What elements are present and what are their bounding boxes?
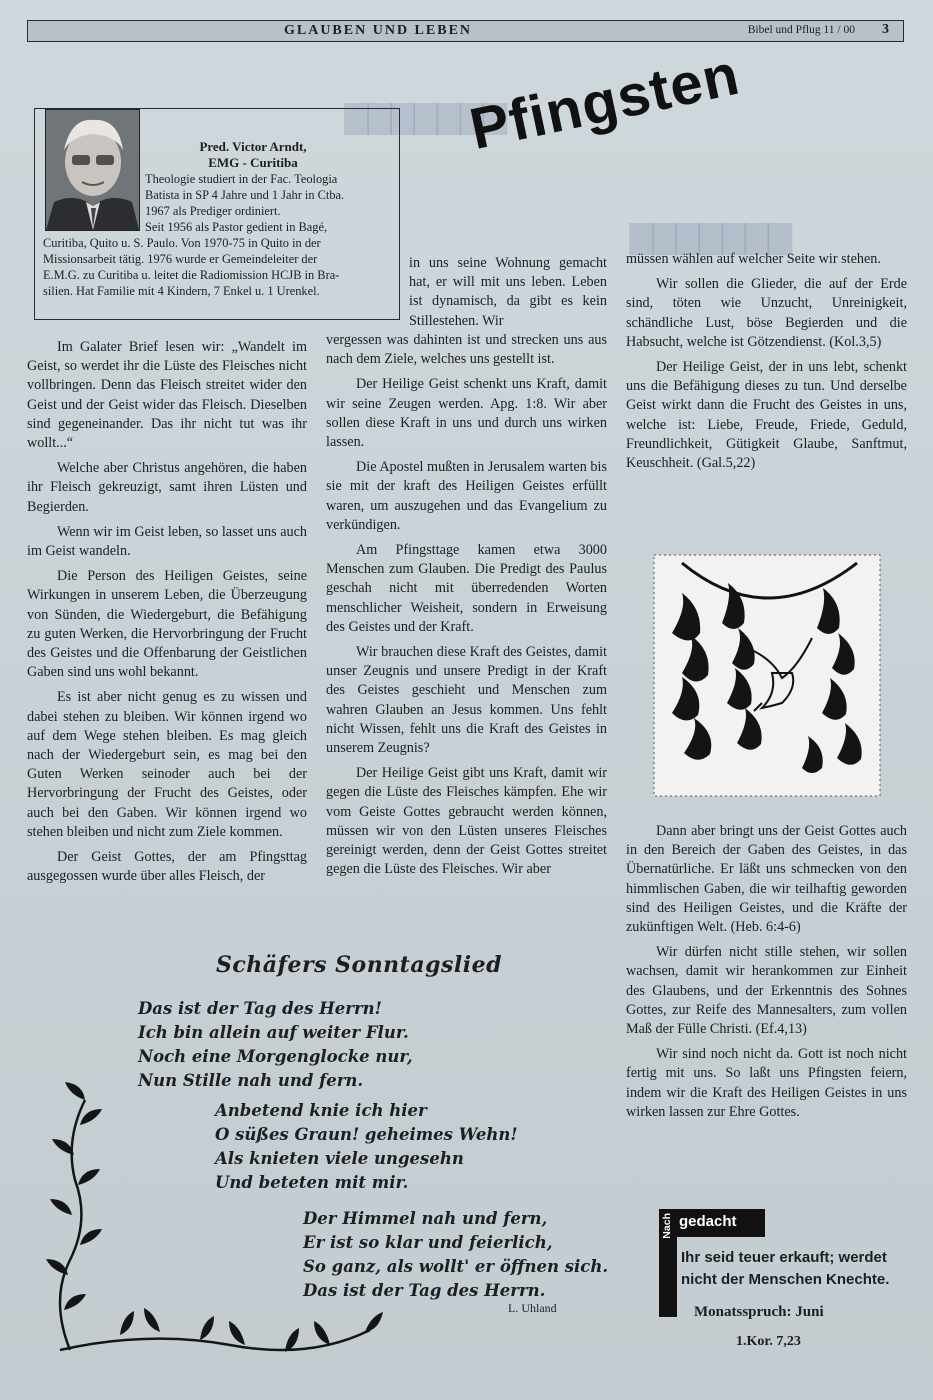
bio-line: Missionsarbeit tätig. 1976 wurde er Gemeindeleiter der (43, 252, 318, 266)
poem-line: Ich bin allein auf weiter Flur. (138, 1023, 409, 1042)
poem-line: Anbetend knie ich hier (215, 1101, 427, 1120)
section-title: GLAUBEN UND LEBEN (283, 23, 473, 38)
bio-line: Curitiba, Quito u. S. Paulo. Von 1970-75 in Quito in der (43, 236, 321, 250)
poem-line: So ganz, als wollt' er öffnen sich. (303, 1257, 609, 1276)
poem-line: Noch eine Morgenglocke nur, (138, 1047, 413, 1066)
paragraph: Der Heilige Geist gibt uns Kraft, damit wir gegen die Lüste des Fleisches kämpfen. Ehe wir vom Geiste Gottes gebraucht werden können, müssen wir von den Lüsten unseres Fleisches gereinigt werden, denn der Geist Gottes streitet gegen die Lüste des Fleisches. Wir aber (326, 765, 607, 878)
paragraph: Wir dürfen nicht stille stehen, wir sollen wachsen, damit wir herankommen zur Einheit des Glaubens, und der Erkenntnis des Sohnes Gottes, zur Reife des Mannesalters, zum vollen Maß der Fülle Christi. (Ef.4,13) (626, 944, 907, 1038)
poem-author: L. Uhland (508, 1301, 557, 1315)
author-name (153, 139, 353, 171)
bio-line: Seit 1956 als Pastor gedient in Bagé, (145, 220, 328, 234)
paragraph: Es ist aber nicht genug es zu wissen und dabei stehen zu bleiben. Wir können irgend wo auf dem Wege stehen bleiben. Es mag gleich nach der Wiedergeburt sein, es mag bei den Guten Werken seinoder auch bei der Hervorbringung der Frucht des Geistes, oder auch bei den Gaben. Wir können irgend wo stehen bleiben und nicht zum Ziele kommen. (27, 689, 307, 840)
paragraph: Im Galater Brief lesen wir: „Wandelt im Geist, so werdet ihr die Lüste des Fleisches nicht vollbringen. Denn das Fleisch streitet wider den Geist und der Geist wider das Fleisch. Dieselben sind gegeneinander. Das ihr nicht tut was ihr wollt...“ (27, 339, 307, 452)
paragraph: müssen wählen auf welcher Seite wir stehen. (626, 251, 881, 267)
bio-line: silien. Hat Familie mit 4 Kindern, 7 Enkel u. 1 Urenkel. (43, 284, 320, 298)
paragraph: Am Pfingsttage kamen etwa 3000 Menschen zum Glauben. Die Predigt des Paulus geschah nicht mit überredenden Worten menschlicher Weisheit, sondern in Erweisung des Geistes und der Kraft. (326, 542, 607, 635)
publication-issue: Bibel und Pflug 11 / 00 (747, 24, 855, 36)
bible-reference: 1.Kor. 7,23 (736, 1334, 801, 1349)
bleed-through-heading: ▇▇▇▇▇▇▇ (630, 221, 792, 254)
page-number: 3 (882, 22, 889, 37)
poem-line: Nun Stille nah und fern. (138, 1071, 364, 1090)
motto-label-vertical: Nach (661, 1213, 673, 1239)
paragraph: in uns seine Wohnung gemacht hat, er will mit uns leben. Leben ist dynamisch, da gibt es kein Stillestehen. Wir (409, 255, 607, 329)
article-column-2 (326, 331, 607, 885)
paragraph: Der Geist Gottes, der am Pfingsttag ausgegossen wurde über alles Fleisch, der (27, 849, 307, 885)
paragraph: Die Apostel mußten in Jerusalem warten bis sie mit der kraft des Heiligen Geistes erfüllt waren, um auszugehen und das Evangelium zu verkündigen. (326, 459, 607, 533)
running-header (27, 20, 904, 42)
poem-line: Der Himmel nah und fern, (303, 1209, 548, 1228)
motto-text: Ihr seid teuer erkauft; werdet nicht der Menschen Knechte. (681, 1249, 890, 1288)
bio-line: 1967 als Prediger ordiniert. (145, 204, 281, 218)
author-box (34, 108, 400, 320)
paragraph: Der Heilige Geist, der in uns lebt, schenkt uns die Befähigung dieses zu tun. Und derselbe Geist wirkt dann die Frucht des Geistes in uns, welche ist: Liebe, Freude, Friede, Geduld, Freundlichkeit, Gütigkeit Glaube, Sanftmut, Keuschheit. (Gal.5,22) (626, 359, 907, 472)
poem-line: Das ist der Tag des Herrn. (303, 1281, 546, 1300)
bio-line: E.M.G. zu Curitiba u. leitet die Radiomission HCJB in Bra- (43, 268, 340, 282)
poem-line: O süßes Graun! geheimes Wehn! (215, 1125, 518, 1144)
article-column-2-top (409, 254, 607, 337)
poem-line: Als knieten viele ungesehn (215, 1149, 464, 1168)
pentecost-flames-dove-illustration (652, 553, 882, 798)
author-place: EMG - Curitiba (208, 155, 298, 170)
motto-label: gedacht (679, 1213, 737, 1230)
paragraph: Der Heilige Geist schenkt uns Kraft, damit wir seine Zeugen werden. Apg. 1:8. Wir aber sollen diese Kraft in uns und durch uns wirken lassen. (326, 376, 607, 451)
poem-line: Das ist der Tag des Herrn! (138, 999, 382, 1018)
motto-box (659, 1209, 907, 1317)
author-name-line: Pred. Victor Arndt, (199, 139, 307, 154)
paragraph: Welche aber Christus angehören, die haben ihr Fleisch gekreuzigt, samt ihren Lüsten und Begierden. (27, 460, 307, 515)
author-bio (43, 171, 393, 299)
paragraph: Wir sollen die Glieder, die auf der Erde sind, töten wie Unzucht, Unreinigkeit, schändliche Lust, böse Begierden und die Habsucht, welche ist Götzendienst. (Kol.3,5) (626, 276, 907, 350)
article-headline: Pfingsten (464, 41, 746, 163)
article-column-3-bottom (626, 822, 907, 1128)
bleed-through-heading: ▇▇▇▇▇▇▇ (345, 101, 507, 134)
paragraph: Dann aber bringt uns der Geist Gottes auch in den Bereich der Gaben des Geistes, in das Übernatürliche. Er läßt uns schmecken von den himmlischen Gaben, die wir teilhaftig geworden sind des Heiligen Geistes, und die Kräfte der zukünftigen Welt. (Heb. 6:4-6) (626, 823, 907, 936)
poem-line: Er ist so klar und feierlich, (303, 1233, 553, 1252)
vine-ornament-illustration (30, 1080, 390, 1365)
paragraph: Wir brauchen diese Kraft des Geistes, damit unser Zeugnis und unsere Predigt in der Kraft des Geistes geschieht und Menschen zum wahren Glauben an Jesus kommen. Uns fehlt nicht Wissen, fehlt uns die Kraft des Geistes in unserem Zeugnis? (326, 644, 607, 757)
paragraph: Wir sind noch nicht da. Gott ist noch nicht fertig mit uns. So laßt uns Pfingsten feiern, indem wir die Kraft des Heiligen Geistes in uns wirken lassen zur Ehre Gottes. (626, 1046, 907, 1120)
article-column-1 (27, 338, 307, 892)
article-column-3-top (626, 250, 907, 479)
poem-line: Und beteten mit mir. (215, 1173, 409, 1192)
poem-title: Schäfers Sonntagslied (216, 952, 502, 978)
paragraph: vergessen was dahinten ist und strecken uns aus nach dem Ziele, welches uns gestellt ist. (326, 332, 607, 368)
bio-line: Batista in SP 4 Jahre und 1 Jahr in Ctba. (145, 188, 345, 202)
paragraph: Wenn wir im Geist leben, so lasset uns auch im Geist wandeln. (27, 523, 307, 560)
monthly-verse-label: Monatsspruch: Juni (694, 1304, 824, 1320)
paragraph: Die Person des Heiligen Geistes, seine Wirkungen in unserem Leben, die Überzeugung von Sünden, die Wiedergeburt, die Befähigung zu guten Werken, die Hervorbringung der Frucht des Geistes und die Offenbarung der Geistlichen Gaben sind uns wohl bekannt. (27, 568, 307, 681)
bio-line: Theologie studiert in der Fac. Teologia (145, 172, 338, 186)
